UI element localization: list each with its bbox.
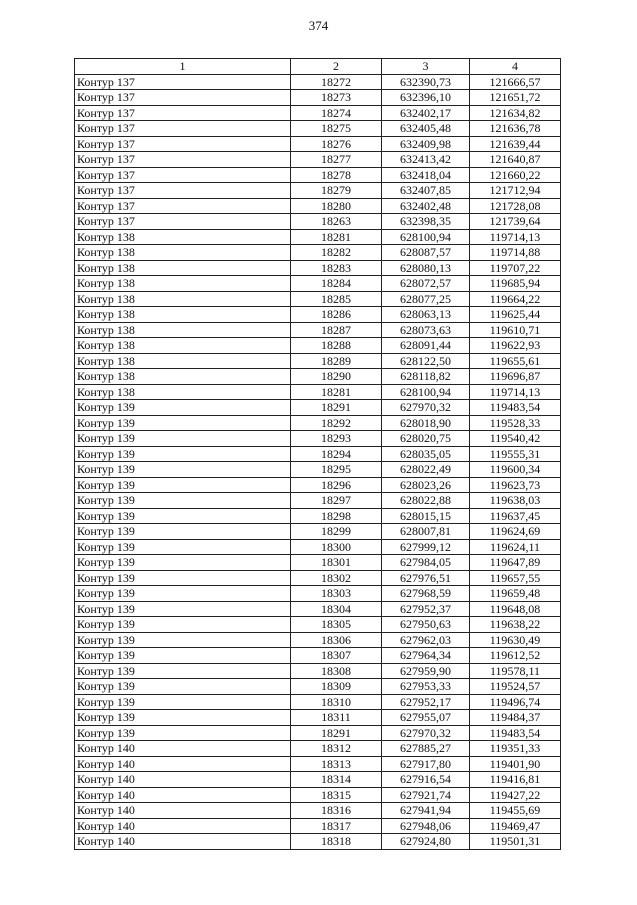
y-coordinate-cell: 119540,42 (470, 431, 561, 447)
y-coordinate-cell: 119484,37 (470, 710, 561, 726)
x-coordinate-cell: 632398,35 (382, 214, 470, 230)
table-row (75, 772, 561, 788)
table-row (75, 539, 561, 555)
point-number-cell: 18280 (291, 198, 382, 214)
contour-cell: Контур 139 (75, 493, 291, 509)
point-number-cell: 18285 (291, 291, 382, 307)
x-coordinate-cell: 632390,73 (382, 74, 470, 90)
contour-cell: Контур 137 (75, 198, 291, 214)
contour-cell: Контур 139 (75, 617, 291, 633)
table-row (75, 679, 561, 695)
table-row (75, 90, 561, 106)
x-coordinate-cell: 628077,25 (382, 291, 470, 307)
x-coordinate-cell: 627941,94 (382, 803, 470, 819)
coordinates-table (74, 58, 561, 850)
y-coordinate-cell: 119630,49 (470, 632, 561, 648)
table-row (75, 477, 561, 493)
contour-cell: Контур 138 (75, 353, 291, 369)
contour-cell: Контур 139 (75, 663, 291, 679)
contour-cell: Контур 139 (75, 415, 291, 431)
point-number-cell: 18313 (291, 756, 382, 772)
table-row (75, 493, 561, 509)
x-coordinate-cell: 628015,15 (382, 508, 470, 524)
contour-cell: Контур 139 (75, 601, 291, 617)
y-coordinate-cell: 119655,61 (470, 353, 561, 369)
point-number-cell: 18311 (291, 710, 382, 726)
contour-cell: Контур 139 (75, 679, 291, 695)
x-coordinate-cell: 628087,57 (382, 245, 470, 261)
x-coordinate-cell: 627916,54 (382, 772, 470, 788)
y-coordinate-cell: 119685,94 (470, 276, 561, 292)
table-row (75, 586, 561, 602)
x-coordinate-cell: 628122,50 (382, 353, 470, 369)
point-number-cell: 18296 (291, 477, 382, 493)
point-number-cell: 18292 (291, 415, 382, 431)
x-coordinate-cell: 628100,94 (382, 229, 470, 245)
point-number-cell: 18276 (291, 136, 382, 152)
contour-cell: Контур 137 (75, 152, 291, 168)
x-coordinate-cell: 628035,05 (382, 446, 470, 462)
table-row (75, 725, 561, 741)
contour-cell: Контур 139 (75, 694, 291, 710)
y-coordinate-cell: 121640,87 (470, 152, 561, 168)
column-header-3: 3 (382, 59, 470, 75)
x-coordinate-cell: 627948,06 (382, 818, 470, 834)
table-row (75, 369, 561, 385)
point-number-cell: 18272 (291, 74, 382, 90)
point-number-cell: 18290 (291, 369, 382, 385)
column-header-1: 1 (75, 59, 291, 75)
x-coordinate-cell: 627950,63 (382, 617, 470, 633)
contour-cell: Контур 140 (75, 772, 291, 788)
contour-cell: Контур 140 (75, 756, 291, 772)
x-coordinate-cell: 632413,42 (382, 152, 470, 168)
x-coordinate-cell: 627968,59 (382, 586, 470, 602)
y-coordinate-cell: 119622,93 (470, 338, 561, 354)
x-coordinate-cell: 627953,33 (382, 679, 470, 695)
point-number-cell: 18294 (291, 446, 382, 462)
table-row (75, 632, 561, 648)
point-number-cell: 18316 (291, 803, 382, 819)
point-number-cell: 18300 (291, 539, 382, 555)
x-coordinate-cell: 628073,63 (382, 322, 470, 338)
contour-cell: Контур 139 (75, 431, 291, 447)
table-row (75, 648, 561, 664)
table-row (75, 570, 561, 586)
y-coordinate-cell: 119638,03 (470, 493, 561, 509)
x-coordinate-cell: 628091,44 (382, 338, 470, 354)
table-header (75, 59, 561, 75)
point-number-cell: 18281 (291, 384, 382, 400)
contour-cell: Контур 140 (75, 818, 291, 834)
x-coordinate-cell: 628023,26 (382, 477, 470, 493)
point-number-cell: 18303 (291, 586, 382, 602)
y-coordinate-cell: 121666,57 (470, 74, 561, 90)
x-coordinate-cell: 627976,51 (382, 570, 470, 586)
point-number-cell: 18288 (291, 338, 382, 354)
table-row (75, 198, 561, 214)
y-coordinate-cell: 119696,87 (470, 369, 561, 385)
contour-cell: Контур 139 (75, 586, 291, 602)
table-row (75, 803, 561, 819)
point-number-cell: 18308 (291, 663, 382, 679)
table-row (75, 555, 561, 571)
x-coordinate-cell: 632407,85 (382, 183, 470, 199)
y-coordinate-cell: 119524,57 (470, 679, 561, 695)
contour-cell: Контур 138 (75, 322, 291, 338)
point-number-cell: 18289 (291, 353, 382, 369)
contour-cell: Контур 137 (75, 183, 291, 199)
contour-cell: Контур 138 (75, 307, 291, 323)
y-coordinate-cell: 119659,48 (470, 586, 561, 602)
contour-cell: Контур 137 (75, 74, 291, 90)
y-coordinate-cell: 119647,89 (470, 555, 561, 571)
contour-cell: Контур 137 (75, 121, 291, 137)
table-row (75, 322, 561, 338)
contour-cell: Контур 140 (75, 803, 291, 819)
y-coordinate-cell: 121634,82 (470, 105, 561, 121)
contour-cell: Контур 137 (75, 105, 291, 121)
table-row (75, 787, 561, 803)
y-coordinate-cell: 119648,08 (470, 601, 561, 617)
x-coordinate-cell: 632396,10 (382, 90, 470, 106)
x-coordinate-cell: 627959,90 (382, 663, 470, 679)
table-row (75, 136, 561, 152)
y-coordinate-cell: 121651,72 (470, 90, 561, 106)
y-coordinate-cell: 119664,22 (470, 291, 561, 307)
point-number-cell: 18278 (291, 167, 382, 183)
contour-cell: Контур 139 (75, 508, 291, 524)
y-coordinate-cell: 119427,22 (470, 787, 561, 803)
table-row (75, 384, 561, 400)
x-coordinate-cell: 627984,05 (382, 555, 470, 571)
point-number-cell: 18283 (291, 260, 382, 276)
point-number-cell: 18299 (291, 524, 382, 540)
table-row (75, 152, 561, 168)
point-number-cell: 18317 (291, 818, 382, 834)
table-body (75, 74, 561, 849)
y-coordinate-cell: 119624,11 (470, 539, 561, 555)
point-number-cell: 18287 (291, 322, 382, 338)
contour-cell: Контур 139 (75, 477, 291, 493)
y-coordinate-cell: 121639,44 (470, 136, 561, 152)
point-number-cell: 18307 (291, 648, 382, 664)
contour-cell: Контур 140 (75, 834, 291, 850)
table-row (75, 338, 561, 354)
point-number-cell: 18291 (291, 400, 382, 416)
point-number-cell: 18277 (291, 152, 382, 168)
y-coordinate-cell: 119416,81 (470, 772, 561, 788)
y-coordinate-cell: 119714,88 (470, 245, 561, 261)
y-coordinate-cell: 119714,13 (470, 384, 561, 400)
table-row (75, 400, 561, 416)
y-coordinate-cell: 119501,31 (470, 834, 561, 850)
x-coordinate-cell: 632409,98 (382, 136, 470, 152)
contour-cell: Контур 139 (75, 570, 291, 586)
point-number-cell: 18291 (291, 725, 382, 741)
contour-cell: Контур 139 (75, 555, 291, 571)
page-number: 374 (308, 18, 329, 33)
contour-cell: Контур 139 (75, 539, 291, 555)
y-coordinate-cell: 121660,22 (470, 167, 561, 183)
x-coordinate-cell: 628100,94 (382, 384, 470, 400)
x-coordinate-cell: 628007,81 (382, 524, 470, 540)
x-coordinate-cell: 627962,03 (382, 632, 470, 648)
header-row (75, 59, 561, 75)
column-header-4: 4 (470, 59, 561, 75)
x-coordinate-cell: 632402,17 (382, 105, 470, 121)
contour-cell: Контур 139 (75, 462, 291, 478)
x-coordinate-cell: 628063,13 (382, 307, 470, 323)
point-number-cell: 18297 (291, 493, 382, 509)
x-coordinate-cell: 627952,17 (382, 694, 470, 710)
point-number-cell: 18275 (291, 121, 382, 137)
contour-cell: Контур 137 (75, 214, 291, 230)
x-coordinate-cell: 628080,13 (382, 260, 470, 276)
point-number-cell: 18281 (291, 229, 382, 245)
table-row (75, 74, 561, 90)
point-number-cell: 18310 (291, 694, 382, 710)
x-coordinate-cell: 632405,48 (382, 121, 470, 137)
x-coordinate-cell: 632418,04 (382, 167, 470, 183)
y-coordinate-cell: 121636,78 (470, 121, 561, 137)
y-coordinate-cell: 119637,45 (470, 508, 561, 524)
x-coordinate-cell: 627921,74 (382, 787, 470, 803)
x-coordinate-cell: 628118,82 (382, 369, 470, 385)
column-header-2: 2 (291, 59, 382, 75)
x-coordinate-cell: 627924,80 (382, 834, 470, 850)
table-row (75, 291, 561, 307)
y-coordinate-cell: 119578,11 (470, 663, 561, 679)
y-coordinate-cell: 119624,69 (470, 524, 561, 540)
table-row (75, 183, 561, 199)
y-coordinate-cell: 121739,64 (470, 214, 561, 230)
point-number-cell: 18274 (291, 105, 382, 121)
table-row (75, 446, 561, 462)
contour-cell: Контур 139 (75, 632, 291, 648)
contour-cell: Контур 137 (75, 167, 291, 183)
table-row (75, 741, 561, 757)
contour-cell: Контур 138 (75, 229, 291, 245)
contour-cell: Контур 139 (75, 446, 291, 462)
y-coordinate-cell: 121728,08 (470, 198, 561, 214)
contour-cell: Контур 140 (75, 741, 291, 757)
point-number-cell: 18305 (291, 617, 382, 633)
y-coordinate-cell: 119612,52 (470, 648, 561, 664)
x-coordinate-cell: 627999,12 (382, 539, 470, 555)
contour-cell: Контур 138 (75, 369, 291, 385)
y-coordinate-cell: 119707,22 (470, 260, 561, 276)
x-coordinate-cell: 627955,07 (382, 710, 470, 726)
point-number-cell: 18304 (291, 601, 382, 617)
table-row (75, 601, 561, 617)
point-number-cell: 18284 (291, 276, 382, 292)
contour-cell: Контур 138 (75, 291, 291, 307)
y-coordinate-cell: 119555,31 (470, 446, 561, 462)
table-row (75, 694, 561, 710)
y-coordinate-cell: 119496,74 (470, 694, 561, 710)
y-coordinate-cell: 119401,90 (470, 756, 561, 772)
table-row (75, 307, 561, 323)
point-number-cell: 18315 (291, 787, 382, 803)
point-number-cell: 18302 (291, 570, 382, 586)
contour-cell: Контур 139 (75, 710, 291, 726)
contour-cell: Контур 138 (75, 245, 291, 261)
table-row (75, 756, 561, 772)
table-row (75, 524, 561, 540)
table-row (75, 617, 561, 633)
table-row (75, 663, 561, 679)
table-row (75, 167, 561, 183)
contour-cell: Контур 138 (75, 384, 291, 400)
y-coordinate-cell: 119528,33 (470, 415, 561, 431)
contour-cell: Контур 139 (75, 648, 291, 664)
y-coordinate-cell: 119483,54 (470, 400, 561, 416)
point-number-cell: 18286 (291, 307, 382, 323)
x-coordinate-cell: 627952,37 (382, 601, 470, 617)
x-coordinate-cell: 632402,48 (382, 198, 470, 214)
x-coordinate-cell: 627917,80 (382, 756, 470, 772)
y-coordinate-cell: 119351,33 (470, 741, 561, 757)
table-row (75, 245, 561, 261)
contour-cell: Контур 139 (75, 725, 291, 741)
y-coordinate-cell: 119623,73 (470, 477, 561, 493)
contour-cell: Контур 140 (75, 787, 291, 803)
point-number-cell: 18293 (291, 431, 382, 447)
y-coordinate-cell: 119600,34 (470, 462, 561, 478)
point-number-cell: 18295 (291, 462, 382, 478)
y-coordinate-cell: 119610,71 (470, 322, 561, 338)
table-row (75, 508, 561, 524)
y-coordinate-cell: 119625,44 (470, 307, 561, 323)
point-number-cell: 18306 (291, 632, 382, 648)
point-number-cell: 18312 (291, 741, 382, 757)
table-row (75, 462, 561, 478)
contour-cell: Контур 139 (75, 400, 291, 416)
y-coordinate-cell: 119483,54 (470, 725, 561, 741)
table-row (75, 229, 561, 245)
x-coordinate-cell: 627964,34 (382, 648, 470, 664)
point-number-cell: 18282 (291, 245, 382, 261)
table-row (75, 105, 561, 121)
y-coordinate-cell: 119455,69 (470, 803, 561, 819)
contour-cell: Контур 138 (75, 260, 291, 276)
contour-cell: Контур 139 (75, 524, 291, 540)
point-number-cell: 18279 (291, 183, 382, 199)
point-number-cell: 18309 (291, 679, 382, 695)
table-row (75, 121, 561, 137)
y-coordinate-cell: 119638,22 (470, 617, 561, 633)
y-coordinate-cell: 119657,55 (470, 570, 561, 586)
point-number-cell: 18263 (291, 214, 382, 230)
point-number-cell: 18318 (291, 834, 382, 850)
y-coordinate-cell: 119469,47 (470, 818, 561, 834)
x-coordinate-cell: 627970,32 (382, 725, 470, 741)
table-row (75, 710, 561, 726)
table-row (75, 276, 561, 292)
table-row (75, 214, 561, 230)
x-coordinate-cell: 628022,88 (382, 493, 470, 509)
x-coordinate-cell: 628022,49 (382, 462, 470, 478)
table-row (75, 834, 561, 850)
y-coordinate-cell: 119714,13 (470, 229, 561, 245)
point-number-cell: 18298 (291, 508, 382, 524)
x-coordinate-cell: 628072,57 (382, 276, 470, 292)
contour-cell: Контур 137 (75, 90, 291, 106)
point-number-cell: 18314 (291, 772, 382, 788)
table-row (75, 431, 561, 447)
x-coordinate-cell: 628018,90 (382, 415, 470, 431)
point-number-cell: 18273 (291, 90, 382, 106)
contour-cell: Контур 138 (75, 276, 291, 292)
table-row (75, 415, 561, 431)
table-row (75, 353, 561, 369)
x-coordinate-cell: 627885,27 (382, 741, 470, 757)
contour-cell: Контур 137 (75, 136, 291, 152)
table-row (75, 260, 561, 276)
x-coordinate-cell: 627970,32 (382, 400, 470, 416)
table-row (75, 818, 561, 834)
y-coordinate-cell: 121712,94 (470, 183, 561, 199)
contour-cell: Контур 138 (75, 338, 291, 354)
x-coordinate-cell: 628020,75 (382, 431, 470, 447)
point-number-cell: 18301 (291, 555, 382, 571)
